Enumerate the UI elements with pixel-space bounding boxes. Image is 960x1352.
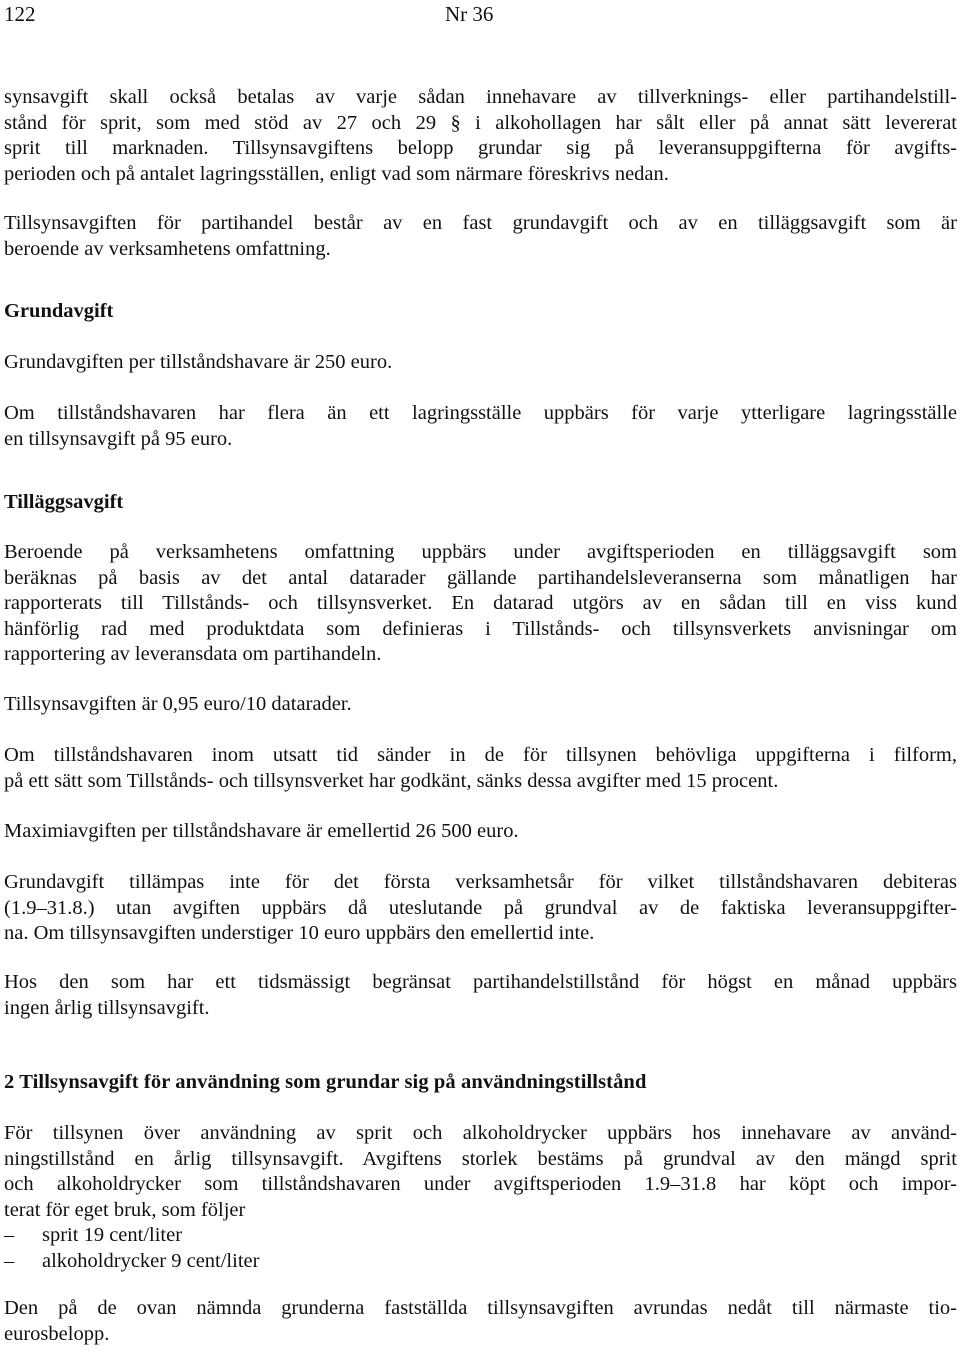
dash-bullet: –	[4, 1224, 15, 1246]
text-line: Tillsynsavgiften för partihandel består av en fast grundavgift och av en tilläggsavgift som är	[4, 212, 957, 234]
text-line: rapporterats till Tillstånds- och tillsynsverket. En datarad utgörs av en sådan till en viss kund	[4, 592, 957, 614]
text-line: Hos den som har ett tidsmässigt begränsat partihandelstillstånd för högst en månad uppbärs	[4, 971, 957, 993]
list-item-text: sprit 19 cent/liter	[42, 1224, 183, 1246]
text-line: ingen årlig tillsynsavgift.	[4, 996, 210, 1019]
text-line: Grundavgiften per tillståndshavare är 250 euro.	[4, 351, 393, 373]
text-line: rapportering av leveransdata om partihandeln.	[4, 643, 382, 665]
text-line: Beroende på verksamhetens omfattning uppbärs under avgiftsperioden en tilläggsavgift som	[4, 541, 957, 563]
paragraph-supervision-fee-intro	[4, 85, 957, 187]
text-line: hänförlig rad med produktdata som definieras i Tillstånds- och tillsynsverkets anvisningar om	[4, 617, 957, 640]
text-line: synsavgift skall också betalas av varje sådan innehavare av tillverknings- eller partihandelstill-	[4, 86, 957, 108]
text-line: Om tillståndshavaren har flera än ett lagringsställe uppbärs för varje ytterligare lagringsställe	[4, 402, 957, 424]
paragraph-rounding	[4, 1296, 957, 1347]
text-line: beroende av verksamhetens omfattning.	[4, 237, 331, 260]
heading-section-2: 2 Tillsynsavgift för användning som grundar sig på användningstillstånd	[4, 1071, 647, 1093]
text-line: Maximiavgiften per tillståndshavare är emellertid 26 500 euro.	[4, 820, 519, 842]
text-line: och alkoholdrycker som tillståndshavaren under avgiftsperioden 1.9–31.8 har köpt och impor-	[4, 1173, 957, 1195]
paragraph-usage-permit-fee	[4, 1121, 957, 1274]
paragraph-discount	[4, 743, 957, 794]
text-line: Den på de ovan nämnda grunderna fastställda tillsynsavgiften avrundas nedåt till närmaste tio-	[4, 1297, 957, 1319]
text-line: på ett sätt som Tillstånds- och tillsynsverket har godkänt, sänks dessa avgifter med 15 procent.	[4, 769, 779, 792]
list-item	[4, 1223, 957, 1249]
paragraph-fee-rate	[4, 692, 957, 718]
paragraph-max-fee	[4, 819, 957, 845]
issue-number: Nr 36	[445, 2, 494, 26]
text-line: Tillsynsavgiften är 0,95 euro/10 datarader.	[4, 693, 352, 715]
heading-tillaggsavgift: Tilläggsavgift	[4, 491, 124, 513]
text-line: na. Om tillsynsavgiften understiger 10 euro uppbärs den emellertid inte.	[4, 922, 595, 944]
text-line: stånd för sprit, som med stöd av 27 och 29 § i alkohollagen har sålt eller på annat sätt levererat	[4, 111, 957, 134]
page-number: 122	[4, 2, 36, 26]
heading-grundavgift: Grundavgift	[4, 300, 114, 322]
text-line: Grundavgift tillämpas inte för det första verksamhetsår för vilket tillståndshavaren debiteras	[4, 871, 957, 893]
dash-bullet: –	[4, 1249, 15, 1272]
text-line: (1.9–31.8.) utan avgiften uppbärs då uteslutande på grundval av de faktiska leveransuppgifter-	[4, 896, 957, 919]
text-line: Om tillståndshavaren inom utsatt tid sänder in de för tillsynen behövliga uppgifterna i filform,	[4, 744, 957, 766]
text-line: perioden och på antalet lagringsställen, enligt vad som närmare föreskrivs nedan.	[4, 162, 669, 185]
paragraph-base-fee	[4, 350, 957, 376]
text-line: ningstillstånd en årlig tillsynsavgift. Avgiftens storlek bestäms på grundval av den mängd sprit	[4, 1147, 957, 1170]
list-item-text: alkoholdrycker 9 cent/liter	[42, 1249, 260, 1272]
text-line: beräknas på basis av det antal datarader gällande partihandelsleveranserna som månatligen har	[4, 566, 957, 589]
paragraph-first-year	[4, 870, 957, 947]
list-item	[4, 1249, 957, 1275]
text-line: För tillsynen över användning av sprit och alkoholdrycker uppbärs hos innehavare av använd-	[4, 1122, 957, 1144]
paragraph-extra-storage	[4, 401, 957, 452]
paragraph-additional-fee	[4, 540, 957, 668]
paragraph-temporary-permit	[4, 970, 957, 1021]
text-line: sprit till marknaden. Tillsynsavgiftens belopp grundar sig på leveransuppgifterna för avgifts-	[4, 137, 957, 159]
text-line: en tillsynsavgift på 95 euro.	[4, 427, 233, 450]
text-line: terat för eget bruk, som följer	[4, 1198, 246, 1221]
paragraph-wholesale-fee	[4, 211, 957, 262]
text-line: eurosbelopp.	[4, 1322, 110, 1345]
